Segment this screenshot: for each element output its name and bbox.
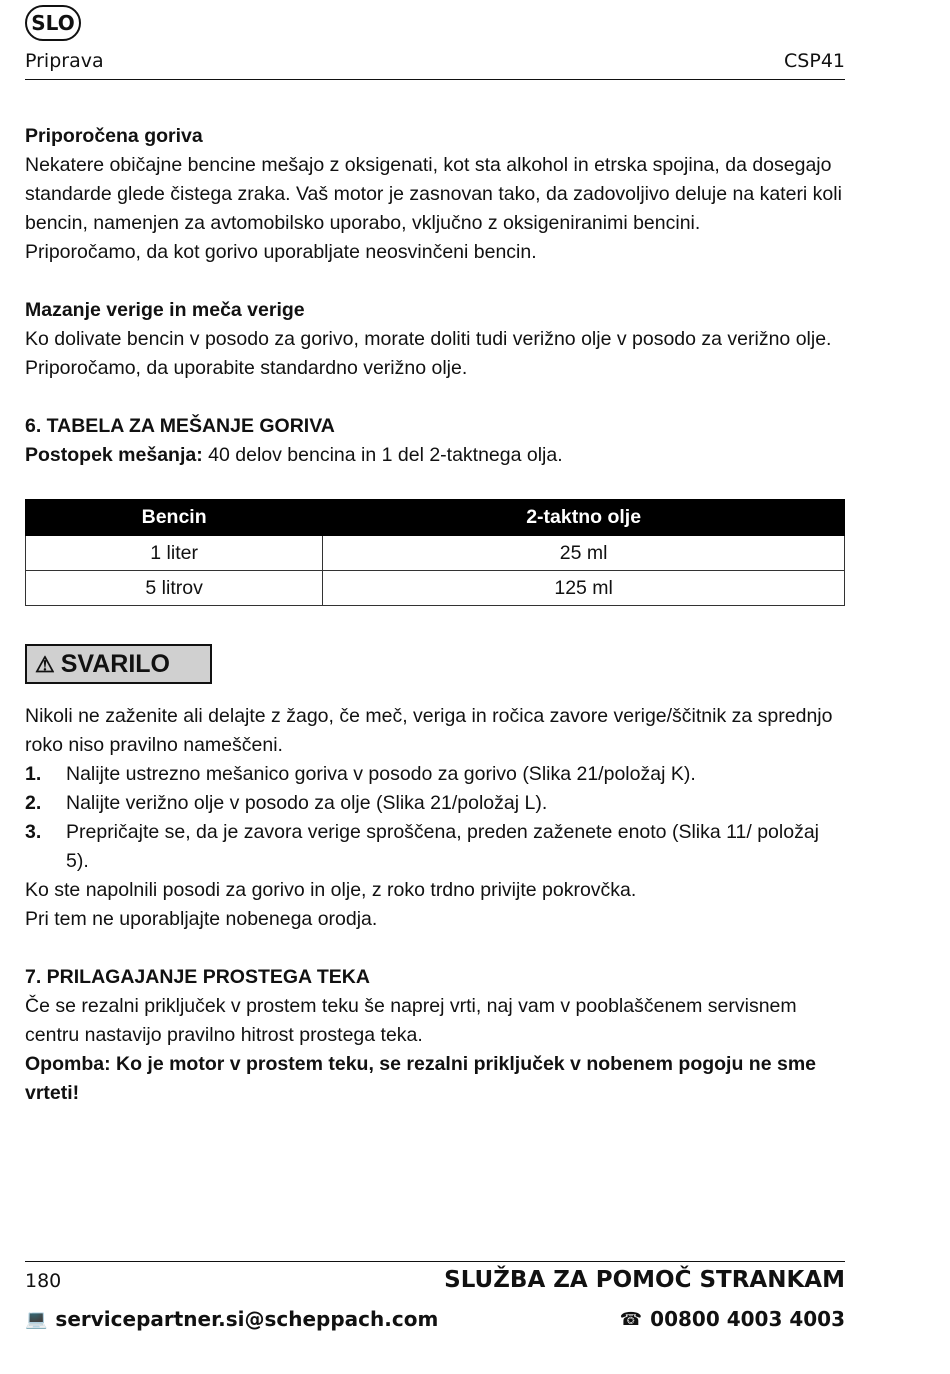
idle-heading: 7. PRILAGAJANJE PROSTEGA TEKA bbox=[25, 966, 370, 988]
warning-label: SVARILO bbox=[60, 649, 170, 678]
laptop-icon: 💻 bbox=[25, 1308, 48, 1330]
step-text: Prepričajte se, da je zavora verige sproščena, preden zaženete enoto (Slika 11/ položaj 5). bbox=[66, 821, 819, 872]
list-item bbox=[25, 789, 845, 818]
service-phone bbox=[620, 1307, 845, 1331]
table-row bbox=[26, 536, 845, 571]
main-content bbox=[25, 122, 845, 1108]
column-header-oil: 2-taktno olje bbox=[323, 500, 845, 536]
lube-body: Ko dolivate bencin v posodo za gorivo, morate doliti tudi verižno olje v posodo za verižno olje. Priporočamo, da uporabite standardno verižno olje. bbox=[25, 328, 832, 379]
mixing-procedure-label: Postopek mešanja: bbox=[25, 444, 203, 466]
steps-list bbox=[25, 760, 845, 876]
table-cell: 1 liter bbox=[26, 536, 323, 571]
list-item bbox=[25, 760, 845, 789]
mixing-procedure-text: 40 delov bencina in 1 del 2-taktnega olja. bbox=[202, 444, 563, 466]
page-number: 180 bbox=[25, 1270, 62, 1292]
fuel-heading: Priporočena goriva bbox=[25, 125, 203, 147]
table-cell: 125 ml bbox=[323, 571, 845, 606]
lube-heading: Mazanje verige in meča verige bbox=[25, 299, 305, 321]
mixing-table bbox=[25, 499, 845, 606]
idle-body: Če se rezalni priključek v prostem teku še naprej vrti, naj vam v pooblaščenem servisnem centru nastavijo pravilno hitrost prostega teka. bbox=[25, 995, 797, 1046]
fill-note: Ko ste napolnili posodi za gorivo in olje, z roko trdno privijte pokrovčka. bbox=[25, 879, 637, 901]
list-item bbox=[25, 818, 845, 876]
idle-note: Opomba: Ko je motor v prostem teku, se rezalni priključek v nobenem pogoju ne sme vrteti! bbox=[25, 1053, 817, 1104]
column-header-petrol: Bencin bbox=[26, 500, 323, 536]
footer-divider bbox=[25, 1261, 845, 1262]
table-cell: 25 ml bbox=[323, 536, 845, 571]
warning-box bbox=[25, 644, 212, 684]
warning-triangle-icon: ⚠ bbox=[35, 651, 55, 677]
mixing-heading: 6. TABELA ZA MEŠANJE GORIVA bbox=[25, 415, 335, 437]
step-text: Nalijte ustrezno mešanico goriva v posodo za gorivo (Slika 21/položaj K). bbox=[66, 763, 696, 785]
step-number: 1. bbox=[25, 763, 42, 785]
step-number: 2. bbox=[25, 792, 42, 814]
mixing-procedure bbox=[25, 441, 845, 470]
fuel-recommendation: Priporočamo, da kot gorivo uporabljate neosvinčeni bencin. bbox=[25, 241, 537, 263]
service-email bbox=[25, 1307, 438, 1331]
model-number: CSP41 bbox=[784, 50, 845, 72]
step-text: Nalijte verižno olje v posodo za olje (Slika 21/položaj L). bbox=[66, 792, 548, 814]
warning-text: Nikoli ne zaženite ali delajte z žago, če meč, veriga in ročica zavore verige/ščitnik za sprednjo roko niso pravilno nameščeni. bbox=[25, 705, 833, 756]
language-code: SLO bbox=[31, 11, 75, 35]
section-title: Priprava bbox=[25, 50, 104, 72]
step-number: 3. bbox=[25, 821, 42, 843]
phone-number[interactable]: 00800 4003 4003 bbox=[650, 1307, 845, 1331]
table-header-row bbox=[26, 500, 845, 536]
phone-icon: ☎ bbox=[619, 1308, 643, 1330]
header-divider bbox=[25, 79, 845, 80]
table-cell: 5 litrov bbox=[26, 571, 323, 606]
service-title: SLUŽBA ZA POMOČ STRANKAM bbox=[444, 1267, 845, 1293]
tool-note: Pri tem ne uporabljajte nobenega orodja. bbox=[25, 908, 378, 930]
table-row bbox=[26, 571, 845, 606]
fuel-body: Nekatere običajne bencine mešajo z oksigenati, kot sta alkohol in etrska spojina, da dosegajo standarde glede čistega zraka. Vaš motor je zasnovan tako, da zadovoljivo deluje na kateri koli bencin, namenjen za avtomobilsko uporabo, vključno z oksigeniranimi bencini. bbox=[25, 154, 842, 234]
email-address[interactable]: servicepartner.si@scheppach.com bbox=[55, 1307, 439, 1331]
language-badge bbox=[25, 5, 81, 41]
